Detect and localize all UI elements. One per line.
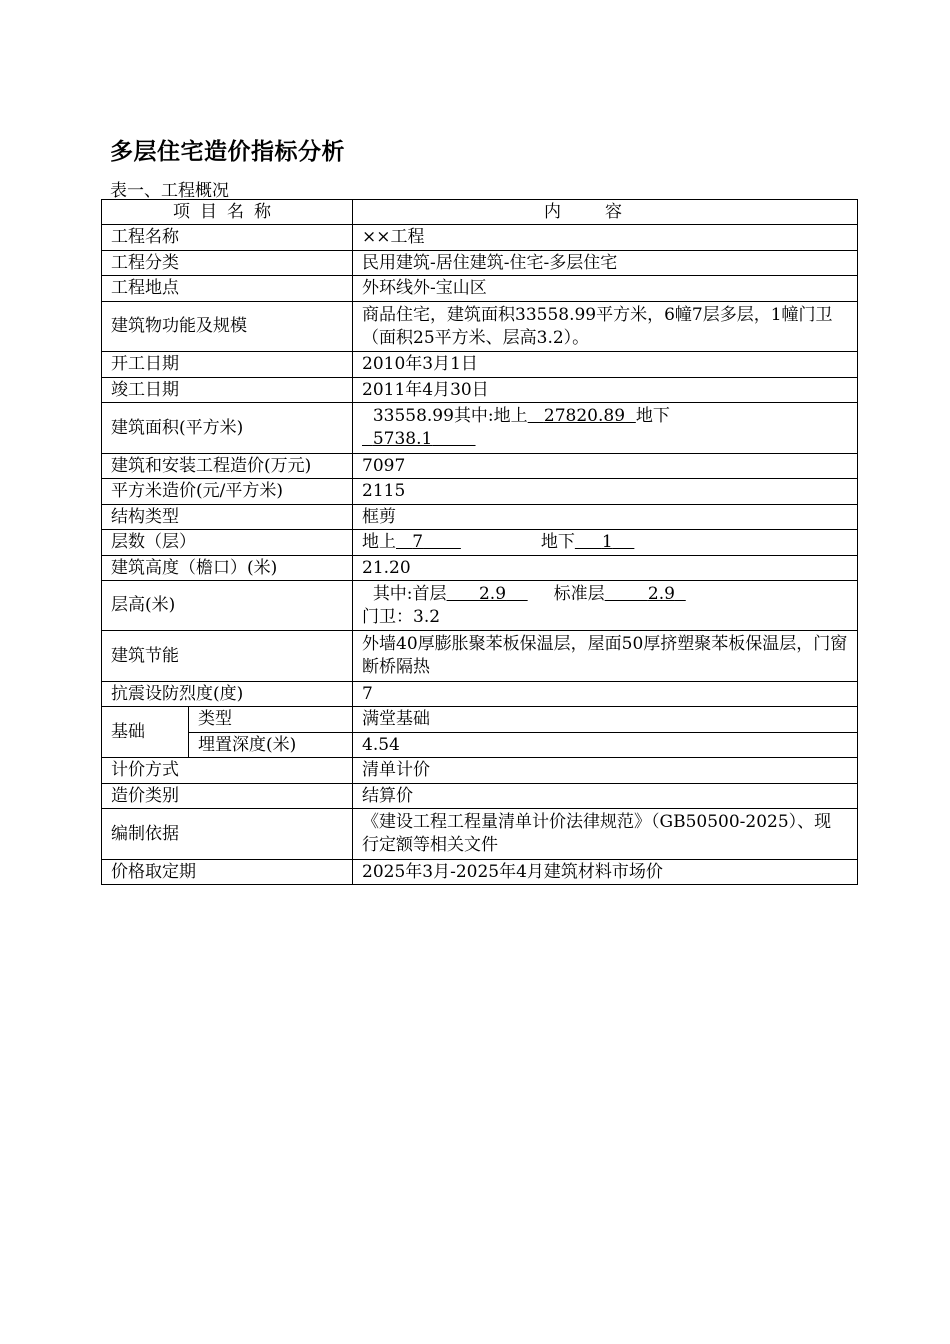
row-label: 工程名称 [102, 225, 353, 251]
row-value: 框剪 [353, 505, 858, 530]
table-row [102, 682, 858, 707]
row-value: 外环线外-宝山区 [353, 276, 858, 302]
floors-above: 7 [412, 532, 424, 552]
row-label: 建筑物功能及规模 [102, 302, 353, 352]
row-label: 编制依据 [102, 809, 353, 860]
table-row [102, 530, 858, 556]
row-label: 工程地点 [102, 276, 353, 302]
table-row [102, 581, 858, 631]
project-overview-table [101, 199, 858, 885]
row-value: 2115 [353, 479, 858, 505]
table-row [102, 352, 858, 378]
header-content: 内容 [353, 200, 858, 225]
row-value: 7 [353, 682, 858, 707]
first-floor-height: 2.9 [478, 583, 507, 604]
row-label: 建筑和安装工程造价(万元) [102, 454, 353, 479]
floors-below: 1 [601, 532, 613, 552]
table-header-row [102, 200, 858, 225]
header-item-name: 项目名称 [102, 200, 353, 225]
standard-floor-label: 标准层 [553, 583, 605, 604]
table-row [102, 809, 858, 860]
foundation-label: 基础 [102, 707, 189, 758]
area-mid-text: 其中:地上 [453, 406, 528, 426]
row-value: 清单计价 [353, 758, 858, 784]
row-value: 结算价 [353, 784, 858, 809]
row-value: 7097 [353, 454, 858, 479]
row-value: 21.20 [353, 556, 858, 581]
row-value-floors [353, 530, 858, 556]
row-value: 商品住宅，建筑面积33558.99平方米，6幢7层多层，1幢门卫（面积25平方米、层高3.2）。 [353, 302, 858, 352]
table-row [102, 505, 858, 530]
first-floor-label: 其中:首层 [372, 583, 447, 604]
row-value: 2025年3月-2025年4月建筑材料市场价 [353, 860, 858, 885]
table-row [102, 631, 858, 682]
area-total: 33558.99 [372, 406, 454, 426]
row-label: 开工日期 [102, 352, 353, 378]
foundation-depth-value: 4.54 [353, 733, 858, 758]
row-value: ××工程 [353, 225, 858, 251]
row-label: 计价方式 [102, 758, 353, 784]
row-label: 层高(米) [102, 581, 353, 631]
gate-height: 门卫：3.2 [362, 606, 441, 627]
table-row [102, 479, 858, 505]
row-label: 建筑面积(平方米) [102, 403, 353, 454]
floors-above-label: 地上 [362, 532, 396, 552]
row-label: 层数（层） [102, 530, 353, 556]
table-row [102, 378, 858, 403]
row-label: 结构类型 [102, 505, 353, 530]
table-row [102, 707, 858, 733]
row-label: 抗震设防烈度(度) [102, 682, 353, 707]
table-row [102, 454, 858, 479]
row-value: 《建设工程工程量清单计价法律规范》（GB50500-2025）、现行定额等相关文件 [353, 809, 858, 860]
foundation-type-value: 满堂基础 [353, 707, 858, 733]
row-value: 民用建筑-居住建筑-住宅-多层住宅 [353, 251, 858, 276]
table-row [102, 302, 858, 352]
table-row [102, 225, 858, 251]
table-row [102, 276, 858, 302]
row-label: 平方米造价(元/平方米) [102, 479, 353, 505]
row-label: 建筑高度（檐口）(米) [102, 556, 353, 581]
table-row [102, 784, 858, 809]
row-value: 外墙40厚膨胀聚苯板保温层，屋面50厚挤塑聚苯板保温层，门窗断桥隔热 [353, 631, 858, 682]
table-row [102, 556, 858, 581]
standard-floor-height: 2.9 [647, 583, 675, 604]
area-above: 27820.89 [543, 406, 626, 426]
row-label: 工程分类 [102, 251, 353, 276]
area-below: 5738.1 [372, 429, 433, 449]
foundation-depth-label: 埋置深度(米) [189, 733, 353, 758]
row-value-area [353, 403, 858, 454]
row-label: 造价类别 [102, 784, 353, 809]
floors-below-label: 地下 [540, 532, 575, 552]
table-row [102, 251, 858, 276]
table-caption: 表一、工程概况 [110, 181, 229, 201]
table-row [102, 860, 858, 885]
table-row [102, 733, 858, 758]
row-label: 价格取定期 [102, 860, 353, 885]
row-value-storey-height [353, 581, 858, 631]
row-value: 2010年3月1日 [353, 352, 858, 378]
row-label: 建筑节能 [102, 631, 353, 682]
document-title: 多层住宅造价指标分析 [110, 139, 345, 165]
row-label: 竣工日期 [102, 378, 353, 403]
table-row [102, 758, 858, 784]
table-row [102, 403, 858, 454]
foundation-type-label: 类型 [189, 707, 353, 733]
area-below-label: 地下 [635, 406, 670, 426]
row-value: 2011年4月30日 [353, 378, 858, 403]
